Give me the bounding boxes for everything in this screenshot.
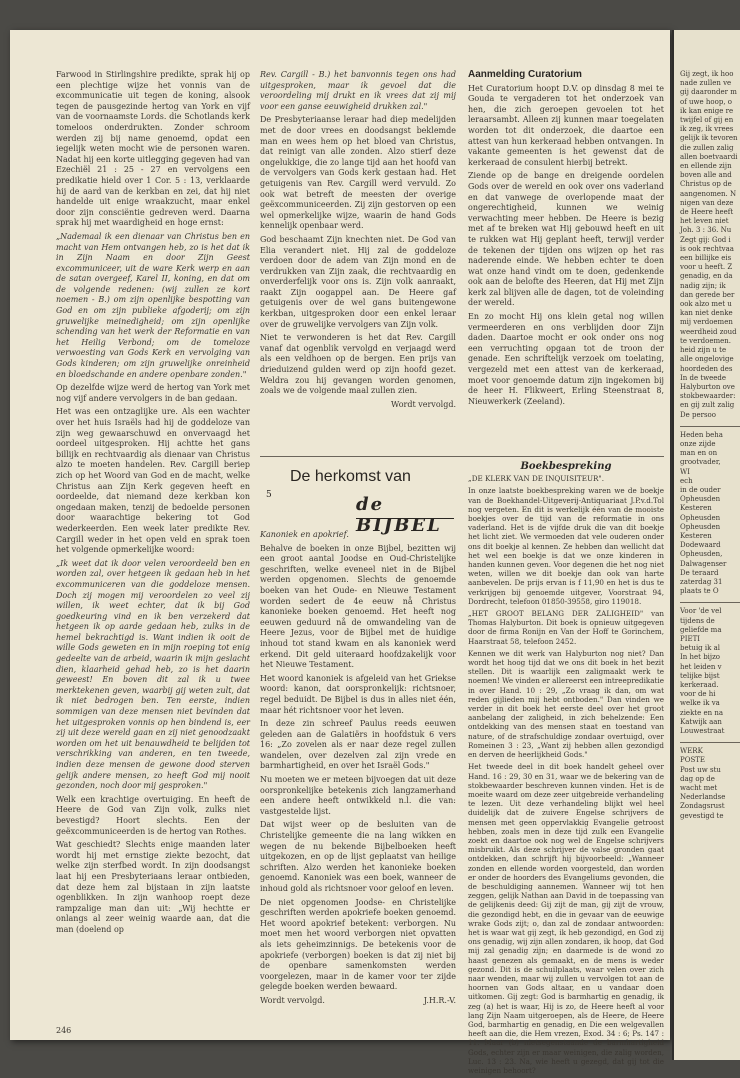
text-line: het leiden v: [680, 662, 722, 671]
curatorium-heading: Aanmelding Curatorium: [468, 69, 582, 80]
paragraph: In onze laatste boekbespreking waren we de boekje van de Boekhandel-Uitgeverij-Antiquariaat J.P.v.d.Tol nog vergeten. En dit is werkelijk één van de mooiste boekjes over de tijd van de reformatie in ons vaderland. Het is de vijfde druk die van dit boekje het licht ziet. We vermoeden dat vele ouderen onder ons dit boekje al kennen. Ze hebben dan wellicht dat het wel een boekje is dat we onze kinderen in handen kunnen geven. Voor degenen die het nog niet weten, willen we dit boekje dan ook van harte aanbevelen. De prijs ervan is f 11,90 en het is dus te verkrijgen bij genoemde uitgever, Voorstraat 94, Dordrecht, telefoon 01850-39558, giro 119018.: [468, 486, 664, 606]
text-line: Opheusden: [680, 495, 721, 504]
text-line: geliefde ma: [680, 625, 722, 634]
text-line: voor de hi: [680, 690, 716, 699]
text-line: Kesteren: [680, 504, 712, 513]
book-review-heading: Boekbespreking: [520, 461, 612, 472]
text-line: ik kan enige re: [680, 106, 734, 115]
text-line: voor u heeft. Z: [680, 263, 733, 272]
text-line: ziekte en na: [680, 708, 724, 717]
text-line: WI: [680, 467, 690, 476]
section-divider: [260, 456, 664, 457]
text-line: gevestigd te: [680, 811, 724, 820]
paragraph: Dat wijst weer op de besluiten van de Christelijke gemeente die na lang wikken en wegen de nu bekende Bijbelboeken heeft uitgekozen, en op de lijst geplaatst van heilige schriften. Alzo werden het kanonieke boeken genoemd. Kanoniek was een boek, wanneer de inhoud gold als richtsnoer voor geloof en leven.: [260, 820, 456, 893]
text-line: plaats te O: [680, 587, 719, 596]
text-line: en gij zult zalig: [680, 401, 735, 410]
text-line: de Heere heeft: [680, 208, 734, 217]
text-line: Zegt gij: God i: [680, 235, 731, 244]
column-3-bottom: [468, 462, 664, 1078]
text-line: nadig zijn; ik: [680, 281, 726, 290]
text-line: gij daaronder m: [680, 88, 737, 97]
text-line: heid zijn u te: [680, 346, 727, 355]
text-line: en ellende zijn: [680, 162, 732, 171]
text-line: PIETI: [680, 634, 701, 643]
text-line: onze zijde: [680, 439, 716, 448]
text-line: boven alle and: [680, 171, 732, 180]
paragraph: Behalve de boeken in onze Bijbel, bezitten wij een groot aantal Joodse en Oud-Christelijke geschriften, welke eveneel niet in de Bijbel werden opgenomen. Slechts de genoemde boeken van het Oude- en Nieuwe Testament worden sedert de 4e eeuw nå Christus kanonieke boeken genoemd. Het heeft nog eeuwen geduurd nå de omwandeling van de Heere Jezus, voor de Bijbel met de huidige inhoud tot stand kwam en als kanoniek werd erkend. Dit geld uiteraard hoofdzakelijk voor het Nieuwe Testament.: [260, 543, 456, 670]
text-line: Opheusden: [680, 522, 721, 531]
paragraph: De Presbyteriaanse leraar had diep medelijden met de door vrees en doodsangst beklemde man en wees hem op het bloed van Christus, dat reinigt van alle zonden. Alzo stierf deze ongelukkige, die zo lange tijd aan het hoofd van de vervolgers van Gods kerk gestaan had. Het getuigenis van Rev. Cargill werd vervuld. Zo ook wat betreft de meesten der overige geëxcommuniceerden. Zij zijn gestorven op een wel opmerkelijke wijze, waarin de hand Gods kennelijk openbaar werd.: [260, 115, 456, 231]
text-line: betuig ik al: [680, 644, 721, 653]
text-line: genadig, en da: [680, 272, 733, 281]
heading-underline: [356, 518, 454, 519]
text-line: In de tweede: [680, 373, 727, 382]
paragraph: „Ik weet dat ik door velen veroordeeld ben en worden zal, over hetgeen ik gedaan heb in het excommuniceren van die goddeloze mensen. Doch zij mogen mij veroordelen zo veel zij willen, ik weet echter, dat ik bij God goedkeuring vind en ik ben verzekerd dat hetgeen ik op aarde gedaan heb, zulks in de hemel bekrachtigd is. Want indien ik ooit de wille Gods geweten en in mijn roeping tot enig gedeelte van de arbeid, waarin ik mijn geslacht dien, klaarheid gehad heb, zo is het daarin geweest! En boven dit zal ik u twee merktekenen geven, waarbij gij weten zult, dat ik niet bedrogen ben. Ten eerste, indien sommigen van deze mensen niet bevinden dat het uitgesproken vonnis op hen bindend is, eer zij uit deze wereld gaan en zij niet genoodzaakt worden om het uit benauwdheid te belijden tot verschrikking van anderen, en ten tweede, indien deze mensen de gewone dood sterven gelijk andere mensen, zo heeft God mij nooit gezonden, noch door mij gesproken.": [56, 558, 250, 791]
text-line: hoordeden des: [680, 364, 733, 373]
text-line: In het bijzo: [680, 653, 720, 662]
paragraph: Kanoniek en apokrief.: [260, 530, 349, 539]
author-initials: J.H.R.-V.: [423, 995, 456, 1005]
paragraph: Rev. Cargill - B.) het banvonnis tegen ons had uitgesproken, maar ik gevoel dat die veroordeling mij drukt en ik vrees dat zij mij voor een ganse eeuwigheid drukken zal.": [260, 70, 456, 111]
magazine-page-left: [10, 30, 670, 1075]
text-line: Dodewaard: [680, 541, 721, 550]
text-line: Gij zegt, ik hoo: [680, 70, 734, 78]
column-2-bottom: [260, 530, 456, 1009]
paragraph: „DE KLERK VAN DE INQUISITEUR".: [468, 474, 605, 484]
paragraph: Wat geschiedt? Slechts enige maanden later wordt hij met ernstige ziekte bezocht, dat welke zijn sterfbed wordt. In zijn doodsangst laat hij een Presbyteriaans leraar ontbieden, dat deze hem zal bijstaan in zijn laatste ogenblikken. In zijn wanhoop roept deze rampzalige man dan uit: „Wij hechtte er onlangs al zeer weinig waarde aan, dat die man (doelend op: [56, 840, 250, 934]
column-2-top: [260, 70, 456, 413]
text-line: wacht met: [680, 784, 718, 793]
text-line: nade zullen ve: [680, 79, 732, 88]
paragraph: „HET GROOT BELANG DER ZALIGHEID" van Thomas Halyburton. Dit boek is opnieuw uitgegeven door de firma Ronijn en Van der Hoff te Gorinchem, Haarstraat 58, telefoon 2452.: [468, 609, 664, 646]
announcement-box-2: [680, 602, 740, 736]
series-number: 5: [266, 490, 272, 500]
paragraph: De niet opgenomen Joodse- en Christelijke geschriften werden apokriefe boeken genoemd. Het woord apokrief betekent: verborgen. Nu moet men het woord verborgen niet opvatten als iets geheimzinnigs. De betekenis voor de apokriefe (verborgen) boeken is dat zij niet bij de openbare samenkomsten werden voorgelezen, maar in de kamer voor ter zijde gelegde boeken werden bewaard.: [260, 897, 456, 992]
paragraph: En zo mocht Hij ons klein getal nog willen vermeerderen en ons verblijden door Zijn daden. Daartoe mocht er ook onder ons nog een verruchting opgaan tot de troon der genade. Een schriftelijk verzoek om toelating, vergezeld met een attest van de kerkeraad, moet voor genoemde datum zijn ingekomen bij de heer H. Flikweert, Erling Steenstraat 8, Nieuwerkerk (Zeeland).: [468, 312, 664, 406]
text-line: tijdens de: [680, 616, 715, 625]
text-line: Christus op de: [680, 180, 732, 189]
text-line: stokbewaarder:: [680, 392, 736, 401]
text-line: Heden beha: [680, 430, 723, 439]
text-line: dag op de: [680, 774, 715, 783]
paragraph: In deze zin schreef Paulus reeds eeuwen geleden aan de Galatiërs in hoofdstuk 6 vers 16: „Zo zovelen als er naar deze regel zullen wandelen, over dezelven zal zijn vrede en barmhartigheid, en over het Israël Gods.": [260, 719, 456, 771]
text-line: in de ouder: [680, 485, 721, 494]
column-1: [56, 70, 250, 939]
text-line: is ook rechtvaa: [680, 244, 734, 253]
paragraph: Het Curatorium hoopt D.V. op dinsdag 8 mei te Gouda te vergaderen tot het onderzoek van hen, die zich geroepen gevoelen tot het leraarsambt. Alleen zij kunnen maar toegelaten worden tot dit onderzoek, die daartoe een attest van hun kerkeraad hebben ontvangen. In vakante gemeenten is het gewenst dat de kerkeraad de consulent hierbij betrekt.: [468, 83, 664, 167]
heading-line-2: de BIJBEL: [356, 494, 442, 536]
text-line: mij verdoemen: [680, 318, 733, 327]
paragraph: Kennen we dit werk van Halyburton nog niet? Dan wordt het hoog tijd dat we ons dit boek in het bezit stellen. Dit is waarlijk een zaligmaakt werk te noemen! We vinden er allereerst een intreepredikatie in over Hand. 10 : 29, „Zo vraag ik dan, om wat reden gijlieden mij hebt ontboden." Dan vinden we verder in dit boek het eerste deel over het groot aanbelang der zaligheid, in zich behelzende: Een ontdekking van des mensen staat en toestand van nature, of de strafschuldige zondaar overtuigd, over Romeinen 3 : 23, „Want zij hebben allen gezondigd en derven de heerlijkheid Gods.": [468, 648, 664, 760]
text-line: Joh. 3 : 36. Nu: [680, 226, 732, 235]
text-line: ik zeg, ik vrees: [680, 125, 734, 134]
paragraph: Het woord kanoniek is afgeleid van het Griekse woord: kanon, dat oorspronkelijk: richtsnoer, regel beduidt. De Bijbel is dus in alles niet één, maar hét richtsnoer voor het leven.: [260, 673, 456, 715]
paragraph: Ziende op de bange en dreigende oordelen Gods over de wereld en ook over ons vaderland en dat vanwege de overlopende maat der ongerechtigheid, kunnen we weinig verwachting meer hebben. De Heere is bezig met af te breken wat Hij gebouwd heeft en uit te rukken wat Hij geplant heeft, terwijl verder de tekenen der tijden ons wijzen op het ras naderende einde. We hebben echter te doen wat onze hand vindt om te doen, gedenkende ook aan de belofte des Heeren, dat Hij met Zijn kerk zal blijven alle de dagen, tot de voleinding der wereld.: [468, 171, 664, 308]
magazine-page-right: [672, 30, 740, 1060]
text-line: nigen van deze: [680, 198, 734, 207]
paragraph: Welk een krachtige overtuiging. En heeft de Heere de God van Zijn volk, zulks niet bevestigd? Hoort slechts. Een der geëxcommuniceerden is de hertog van Rothes.: [56, 794, 250, 836]
text-line: ech: [680, 476, 693, 485]
text-line: Louwestraat: [680, 727, 725, 736]
text-line: Opheusden,: [680, 550, 723, 559]
text-line: zaterdag 31: [680, 577, 723, 586]
to-be-continued-2: Wordt vervolgd.: [260, 995, 325, 1005]
text-line: Nederlandse: [680, 793, 726, 802]
heading-line-1: De herkomst van: [290, 468, 411, 485]
text-line: Katwijk aan: [680, 717, 722, 726]
to-be-continued: Wordt vervolgd.: [391, 399, 456, 409]
paragraph: Het was een ontzaglijke ure. Als een wachter over het huis Israëls had hij de goddeloze van zijn weg gewaarschuwd en onvervaagd het oordeel uitgesproken. Hij achtte het gans billijk en rechtvaardig als dienaar van Christus alzo te moeten handelen. Rev. Cargill beriep zich op het Woord van God en de macht, welke Christus aan Zijn Kerk gegeven heeft en oordeelde, dat niemand deze kerkban kon ongedaan maken, tenzij de bedoelde personen door waarachtige bekering tot God wederkeerden. Een week later predikte Rev. Cargill weder in het open veld en sprak toen het volgende opmerkelijke woord:: [56, 407, 250, 555]
text-line: De persoo: [680, 410, 716, 419]
right-page-text: [680, 70, 740, 821]
page-number: 246: [56, 1026, 72, 1035]
text-line: Opheusden: [680, 513, 721, 522]
text-line: Voor 'de vel: [680, 607, 722, 616]
text-line: De teraard: [680, 568, 719, 577]
announcement-box-1: [680, 426, 740, 597]
text-line: grootvader,: [680, 458, 721, 467]
paragraph: Nu moeten we er meteen bijvoegen dat uit deze oorspronkelijke betekenis zich langzamerhand een andere heeft ontwikkeld n.l. die van: vastgestelde lijst.: [260, 775, 456, 816]
text-line: die zullen zalig: [680, 143, 734, 152]
text-line: twijfel of gij en: [680, 116, 734, 125]
paragraph: Op dezelfde wijze werd de hertog van York met nog vijf andere vervolgers in de ban gedaan.: [56, 383, 250, 403]
paragraph: Farwood in Stirlingshire predikte, sprak hij op een plechtige wijze het vonnis van de excommunicatie uit tegen de koning, alsook tegen de pausgezinde hertog van York en vijf van de voornaamste Lords. die Schotlands kerk tomeloos onderdrukten. Zonder schroom werden zij bij name genoemd, opdat een iegelijk weten mocht wie de personen waren. Nadat hij een korte uitlegging gegeven had van Ezechiël 21 : 25 - 27 en vervolgens een predikatie hield over 1 Cor. 5 : 13, verklaarde hij de aard van de kerkban en zei, dat hij niet handelde uit enige wraakzucht, maar enkel door zijn consciëntie gedreven werd. Daarna sprak hij met waardigheid en hoge ernst:: [56, 70, 250, 228]
column-3-top: [468, 70, 664, 410]
text-line: man en on: [680, 449, 718, 458]
text-line: dan gerede ber: [680, 290, 735, 299]
text-line: Halyburton ove: [680, 382, 735, 391]
text-line: Post uw stu: [680, 765, 721, 774]
text-line: Zondagsrust: [680, 802, 725, 811]
text-line: WERK: [680, 747, 703, 756]
text-line: Dalwagenser: [680, 559, 727, 568]
article-signature-row: [260, 996, 456, 1007]
paragraph: Niet te verwonderen is het dat Rev. Cargill vanaf dat ogenblik vervolgd en verjaagd werd als een veldhoen op de bergen. Een prijs van drieduizend gulden werd op zijn hoofd gezet. Weldra zou hij gevangen worden genomen, zoals we de volgende maal zullen zien.: [260, 333, 456, 396]
text-line: allen boetvaardi: [680, 152, 738, 161]
text-line: een billijke eis: [680, 254, 732, 263]
paragraph: Het tweede deel in dit boek handelt geheel over Hand. 16 : 29, 30 en 31, waar we de bekering van de stokbewaarder beschreven kunnen vinden. Het is de moeite waard om deze zeer uitgebreide verhandeling te lezen. Uit deze verhandeling blijkt wel heel duidelijk dat de zuivere Engelse schrijvers de mensen met geen oppervlakkig Evangelie getroost hebben, zoals men in deze tijd zulk een Evangelie zoekt en daartoe ook nog wel de Engelse schrijvers misbruikt. Als deze schrijver de valse gronden gaat ontdekken, dan schrijft hij bijvoorbeeld: „Wanneer zonden en ellende worden voorgesteld, dan worden er onder de hoorders des Evangeliums gevonden, die de beschuldiging aannemen. Wanneer wij tot hen zeggen, gelijk Nathan aan David in de toepassing van de gelijkenis deed: Gij zijt de man, gij zijt de vrouw, die gezondigd hebt, en die in gevaar van de eeuwige wrake Gods zijt; o, dan zal de zondaar antwoorden: het is waar wat gij zegt, ik heb gezondigd, en God zij ons genadig, wij zijn allen zondaren, ik hoop, dat God mij zal genadig zijn; en daarmede is de wond zo haast genezen als gemaakt, en de mens is weder gezond. Dit is de schuilplaats, waar velen over zich naar wenden, maar wij zullen u vervolgen tot aan de hoornen van Gods altaar, en u vandaar doen uitkomen. Gij zegt: God is barmhartig en genadig, ik zeg (a) het is waar, Hij is zo, de Heere heeft al voor lang Zijn Naam uitgeroepen, als de Heere, de Heere God, barmhartig en genadig, en Die een welgevallen heeft aan die, die Hem vrezen, Exod. 34 : 6; Ps. 147 : 11. Maar (b) nietsegenstaande de barmhartigheid Gods, echter zijn er maar weinigen, die zalig worden, Luc. 13 : 23. Na, wie heeft u gezegd, dat gij tot die weinigen behoort?: [468, 762, 664, 1075]
text-line: alle ongelovige: [680, 355, 734, 364]
text-line: weerdheid zoud: [680, 327, 737, 336]
announcement-box-3: [680, 742, 740, 821]
text-line: kerkeraad.: [680, 681, 719, 689]
text-line: gelijk ik tevoren: [680, 134, 738, 143]
text-line: ook alzo met u: [680, 300, 732, 309]
paragraph: „Nademaal ik een dienaar van Christus ben en macht van Hem ontvangen heb, zo is het dat ik in Zijn Naam en door Zijn Geest excommuniceer, uit de ware Kerk werp en aan de satan overgeef, Karel II, koning, en dat om de volgende redenen: (wij zullen ze kort noemen - B.) om zijn openlijke bespotting van God en om zijn publieke afgoderij; om zijn gruwelijke meinedigheid; om zijn openlijke schending van het werk der Reformatie en van het Heilig Verbond; om de tomeloze verwoesting van Gods Kerk en vervolging van Gods kinderen; om zijn gruwelijke onreinheid en bloedschande en andere openbare zonden.": [56, 231, 250, 379]
paragraph: God beschaamt Zijn knechten niet. De God van Elia verandert niet. Hij zal de goddeloze verdoen door de adem van Zijn mond en de verdrukken van Zijn zaak, die rechtvaardig en onverderfelijk voor ons is. Zijn volk aanraakt, raakt Zijn oogappel aan. De Heere gaf getuigenis over de wel gans buitengewone kerkban, uitgesproken door een enkel leraar over de gruwelijke vervolgers van Zijn volk.: [260, 234, 456, 329]
text-line: kan niet denke: [680, 309, 733, 318]
text-line: POSTE: [680, 756, 706, 765]
text-line: Kesteren: [680, 531, 712, 540]
text-line: aangenomen. N: [680, 189, 737, 198]
text-line: of uwe hoop, o: [680, 97, 732, 106]
text-line: welke ik va: [680, 699, 720, 708]
text-line: te verdoemen.: [680, 336, 731, 345]
text-line: telijke bijst: [680, 671, 720, 680]
text-line: het leven niet: [680, 217, 729, 226]
